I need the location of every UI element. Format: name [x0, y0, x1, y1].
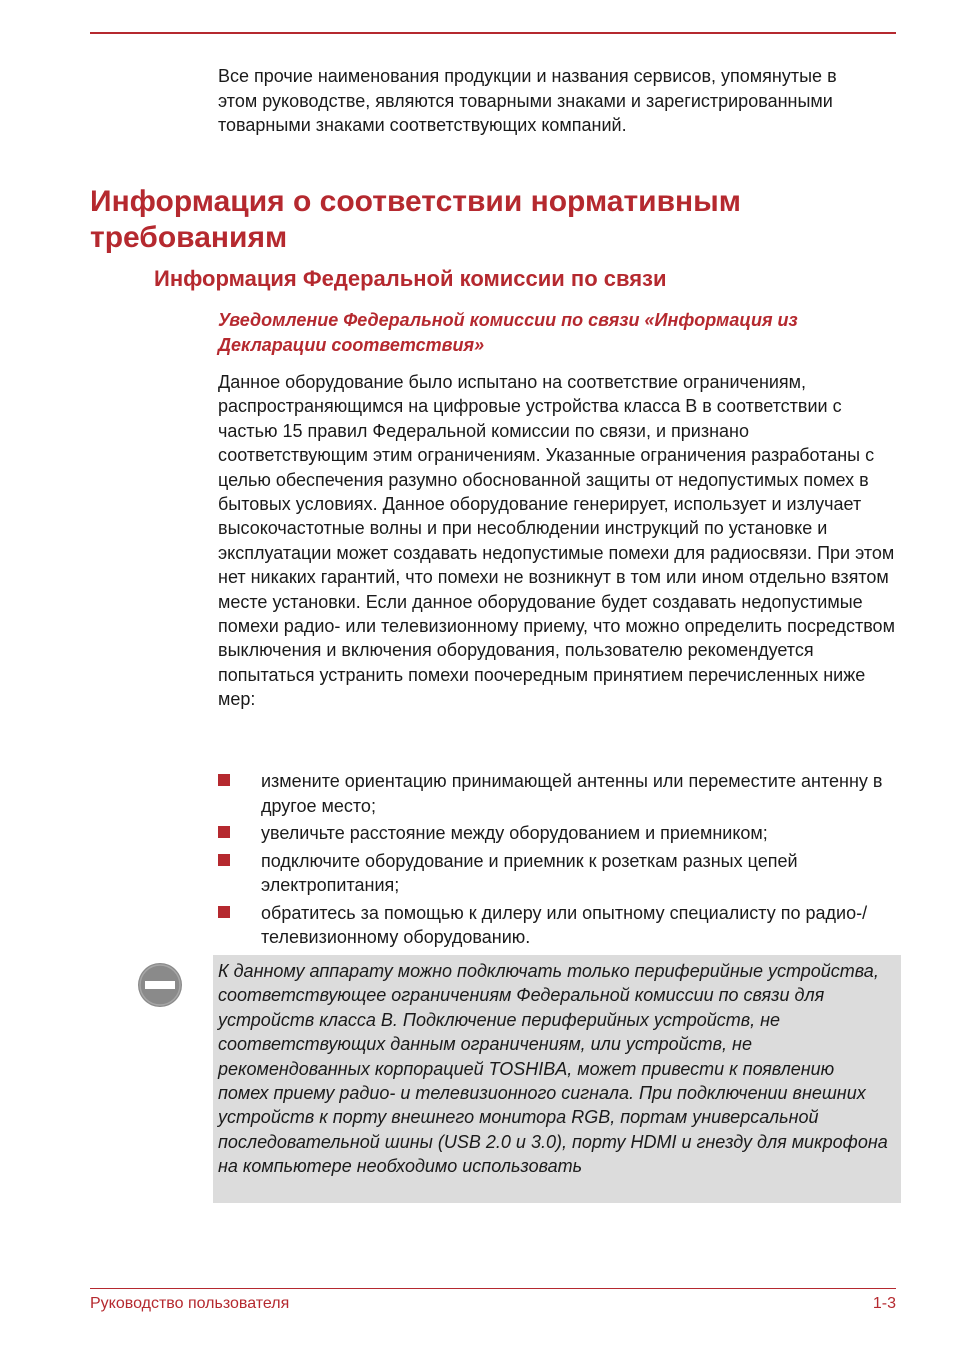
- bullet-square-icon: [218, 906, 230, 918]
- section-title: Информация о соответствии нормативным требованиям: [90, 185, 741, 254]
- list-item: [218, 821, 902, 846]
- list-item-text: обратитесь за помощью к дилеру или опытному специалисту по радио-/телевизионному оборудованию.: [261, 902, 868, 947]
- notice-title: Уведомление Федеральной комиссии по связи «Информация из Декларации соответствия»: [218, 310, 798, 355]
- bullet-square-icon: [218, 774, 230, 786]
- list-item-text: измените ориентацию принимающей антенны или переместите антенну в другое место;: [261, 771, 883, 816]
- bullet-square-icon: [218, 854, 230, 866]
- list-item: [218, 901, 902, 950]
- bullet-list: [218, 769, 902, 953]
- footer-rule: [90, 1288, 896, 1289]
- list-item-text: увеличьте расстояние между оборудованием и приемником;: [261, 823, 768, 843]
- intro-paragraph: Все прочие наименования продукции и названия сервисов, упомянутые в этом руководстве, являются товарными знаками и зарегистрированными товарными знаками соответствующих компаний.: [218, 66, 837, 135]
- bullet-square-icon: [218, 826, 230, 838]
- body-paragraph: Данное оборудование было испытано на соответствие ограничениям, распространяющимся на цифровые устройства класса B в соответствии с частью 15 правил Федеральной комиссии по связи, и признано соответствующим этим ограничениям. Указанные ограничения разработаны с целью обеспечения разумно обоснованной защиты от недопустимых помех в бытовых условиях. Данное оборудование генерирует, использует и излучает высокочастотные волны и при несоблюдении инструкций по установке и эксплуатации может создавать недопустимые помехи для радиосвязи. При этом нет никаких гарантий, что помехи не возникнут в том или ином отдельно взятом месте установки. Если данное оборудование будет создавать недопустимые помехи радио- или телевизионному приему, что можно определить посредством выключения и включения оборудования, пользователю рекомендуется попытаться устранить помехи поочередным принятием перечисленных ниже мер:: [218, 372, 895, 710]
- list-item: [218, 849, 902, 898]
- header-rule: [90, 32, 896, 34]
- list-item: [218, 769, 902, 818]
- no-entry-icon: [137, 962, 183, 1008]
- page-number: 1-3: [872, 1295, 896, 1312]
- note-box: [213, 955, 901, 1203]
- note-text: К данному аппарату можно подключать только периферийные устройства, соответствующее ограничениям Федеральной комиссии по связи для устройств класса B. Подключение периферийных устройств, не соответствующих данным ограничениям, или устройств, не рекомендованных корпорацией TOSHIBA, может привести к появлению помех приему радио- и телевизионного сигнала. При подключении внешних устройств к порту внешнего монитора RGB, портам универсальной последовательной шины (USB 2.0 и 3.0), порту HDMI и гнезду для микрофона на компьютере необходимо использовать: [218, 961, 888, 1177]
- list-item-text: подключите оборудование и приемник к розеткам разных цепей электропитания;: [261, 850, 798, 895]
- footer-title: Руководство пользователя: [90, 1295, 290, 1312]
- section-subtitle: Информация Федеральной комиссии по связи: [154, 266, 667, 291]
